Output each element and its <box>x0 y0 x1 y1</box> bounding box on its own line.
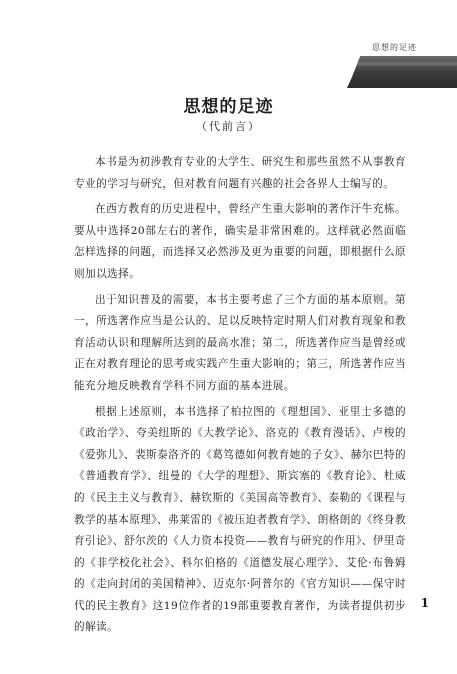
page-number: 1 <box>420 596 429 610</box>
body-text <box>74 152 406 643</box>
paragraph: 出于知识普及的需要，本书主要考虑了三个方面的基本原则。第一，所选著作应当是公认的、足以反映特定时期人们对教育现象和教育活动认识和理解所达到的最高水准；第二，所选著作应当是曾经或正在对教育理论的思考或实践产生重大影响的；第三，所选著作应当能充分地反映教育学科不同方面的基本进展。 <box>74 293 406 392</box>
running-head: 思想的足迹 <box>372 43 417 52</box>
paragraph: 在西方教育的历史进程中，曾经产生重大影响的著作汗牛充栋。要从中选择20部左右的著作，确实是非常困难的。这样就必然面临怎样选择的问题，而选择又必然涉及更为重要的问题，即根据什么原则加以选择。 <box>74 203 406 280</box>
thumb-index-tab <box>347 56 457 88</box>
page-subtitle: （代前言） <box>196 120 261 133</box>
paragraph: 本书是为初涉教育专业的大学生、研究生和那些虽然不从事教育专业的学习与研究，但对教育问题有兴趣的社会各界人士编写的。 <box>74 156 406 190</box>
paragraph: 根据上述原则，本书选择了柏拉图的《理想国》、亚里士多德的《政治学》、夸美纽斯的《大教学论》、洛克的《教育漫话》、卢梭的《爱弥儿》、裴斯泰洛齐的《葛笃德如何教育她的子女》、赫尔巴特的《普通教育学》、纽曼的《大学的理想》、斯宾塞的《教育论》、杜威的《民主主义与教育》、赫钦斯的《美国高等教育》、泰勒的《课程与教学的基本原理》、弗莱雷的《被压迫者教育学》、朗格朗的《终身教育引论》、舒尔茨的《人力资本投资——教育与研究的作用》、伊里奇的《非学校化社会》、科尔伯格的《道德发展心理学》、艾伦·布鲁姆的《走向封闭的美国精神》、迈克尔·阿普尔的《官方知识——保守时代的民主教育》这19位作者的19部重要教育著作，为读者提供初步的解读。 <box>74 405 406 634</box>
page-title: 思想的足迹 <box>183 97 274 117</box>
